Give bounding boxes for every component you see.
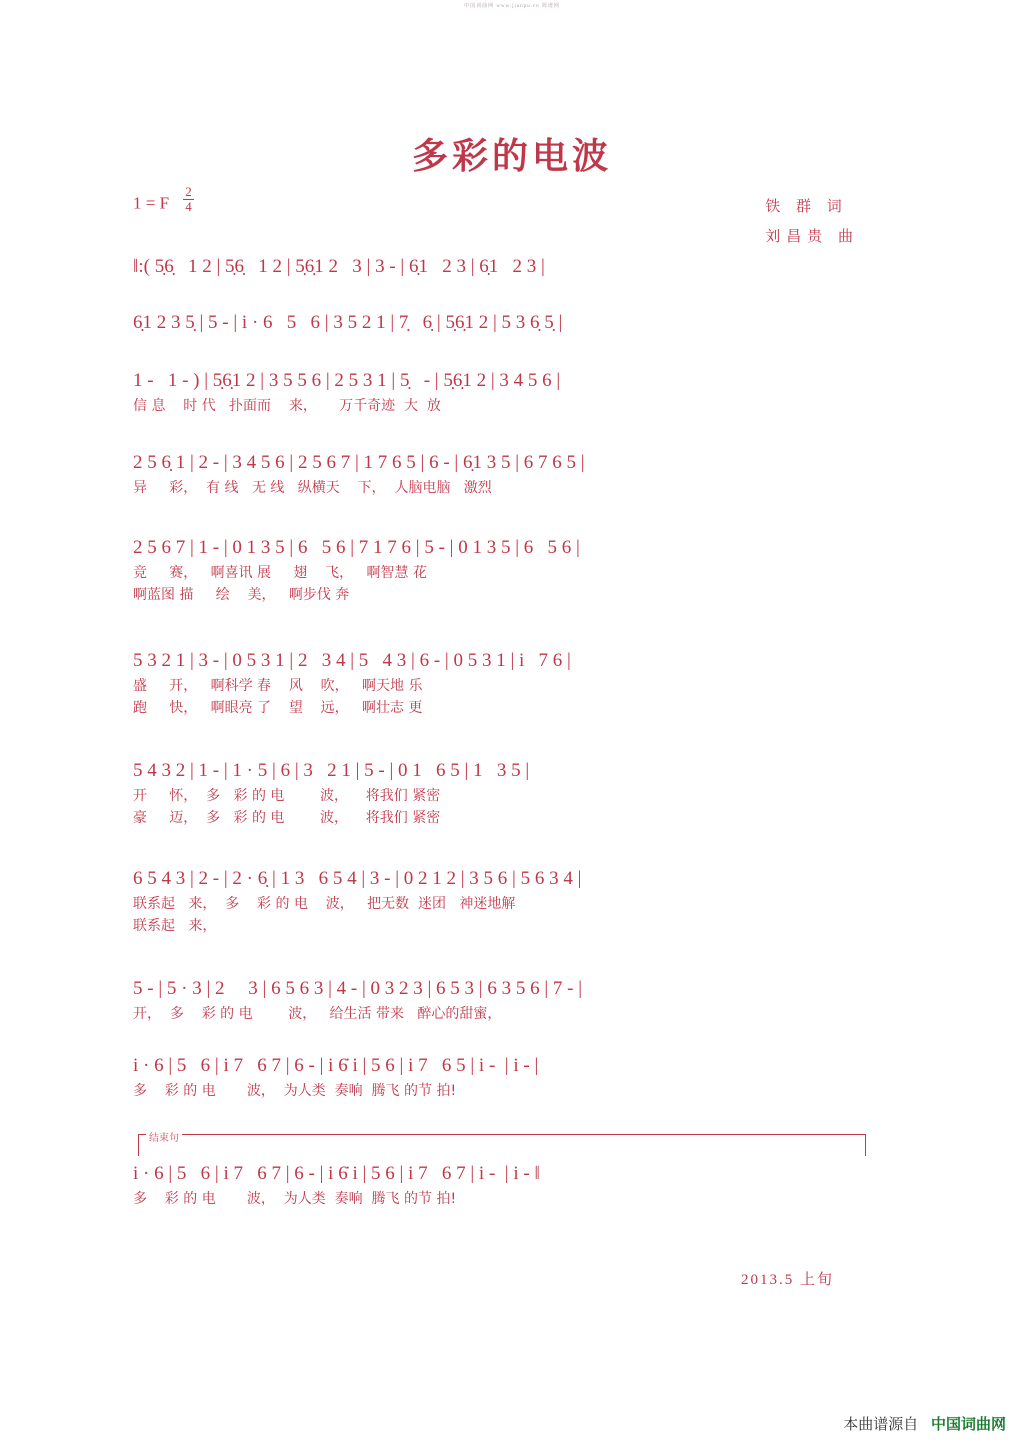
score-line-4 — [133, 452, 873, 498]
score-line-11 — [133, 1163, 873, 1209]
notes-row: 2 5 6 7 | 1 - | 0 1 3 5 | 6 5 6 | 7 1 7 6 | 5 - | 0 1 3 5 | 6 5 6 | — [133, 537, 580, 558]
credits — [765, 192, 859, 252]
notes-row: 5 3 2 1 | 3 - | 0 5 3 1 | 2 3 4 | 5 4 3 | 6 - | 0 5 3 1 | i 7 6 | — [133, 650, 571, 671]
notes-row: 1 - 1 - ) | 5̣6̣1 2 | 3 5 5 6 | 2 5 3 1 | 5̣ - | 5̣6̣1 2 | 3 4 5 6 | — [133, 370, 561, 391]
notes-row: 5 - | 5 · 3 | 2 3 | 6 5 6 3 | 4 - | 0 3 2 3 | 6 5 3 | 6 3 5 6 | 7 - | — [133, 978, 583, 999]
notes-row: 2 5 6̣ 1 | 2 - | 3 4 5 6 | 2 5 6 7 | 1 7 6 5 | 6 - | 6̣1 3 5 | 6 7 6 5 | — [133, 452, 585, 473]
date-stamp: 2013.5 上旬 — [740, 1272, 834, 1288]
score-line-7 — [133, 760, 873, 828]
lyric-row-1: 开 怀， 多 彩 的 电 波， 将我们 紧密 — [133, 788, 441, 804]
lyricist-credit: 铁 群 词 — [765, 199, 848, 215]
key-signature — [133, 185, 194, 214]
footer-text: 本曲谱源自 — [843, 1415, 919, 1433]
score-line-8 — [133, 868, 873, 936]
lyric-row-2: 豪 迈， 多 彩 的 电 波， 将我们 紧密 — [133, 810, 441, 826]
lyric-row-1: 多 彩 的 电 波， 为人类 奏响 腾飞 的节 拍! — [133, 1191, 457, 1207]
lyric-row-1: 联系起 来， 多 彩 的 电 波， 把无数 迷团 神迷地解 — [133, 896, 516, 912]
score-line-10 — [133, 1055, 873, 1101]
lyric-row-1: 竞 赛， 啊喜讯 展 翅 飞， 啊智慧 花 — [133, 565, 427, 581]
time-signature — [183, 185, 194, 213]
score-line-6 — [133, 650, 873, 718]
lyric-row-1: 开， 多 彩 的 电 波， 给生活 带来 醉心的甜蜜， — [133, 1006, 502, 1022]
lyric-row-1: 异 彩， 有 线 无 线 纵横天 下， 人脑电脑 激烈 — [133, 480, 492, 496]
composer-credit: 刘昌贵 曲 — [765, 229, 859, 245]
lyric-row-1: 多 彩 的 电 波， 为人类 奏响 腾飞 的节 拍! — [133, 1083, 457, 1099]
page-title: 多彩的电波 — [411, 135, 612, 177]
top-watermark: 中国词曲网 www.jianpu.cn 简谱网 — [464, 4, 560, 9]
lyric-row-1: 盛 开， 啊科学 春 风 吹， 啊天地 乐 — [133, 678, 423, 694]
notes-row: 6̣1 2 3 5̣ | 5 - | i · 6 5 6 | 3 5 2 1 | 7̣ 6̣ | 5̣6̣1 2 | 5 3 6̣ 5̣ | — [133, 312, 563, 333]
notes-row: i · 6 | 5 6 | i 7 6 7 | 6 - | i 6̇ i | 5 6 | i 7 6 5 | i - | i - | — [133, 1055, 539, 1076]
score-line-3 — [133, 370, 873, 416]
notes-row: i · 6 | 5 6 | i 7 6 7 | 6 - | i 6̇ i | 5 6 | i 7 6 7 | i - | i - ‖ — [133, 1163, 540, 1184]
score-line-1 — [133, 256, 873, 278]
time-signature-numerator: 2 — [185, 184, 192, 199]
lyric-row-2: 啊蓝图 描 绘 美， 啊步伐 奔 — [133, 587, 350, 603]
footer-attribution — [843, 1413, 1006, 1434]
notes-row: 5 4 3 2 | 1 - | 1 · 5 | 6 | 3 2 1 | 5 - | 0 1 6 5 | 1 3 5 | — [133, 760, 530, 781]
lyric-row-2: 联系起 来， — [133, 918, 217, 934]
score-line-2 — [133, 312, 873, 334]
lyric-row-2: 跑 快， 啊眼亮 了 望 远， 啊壮志 更 — [133, 700, 423, 716]
notes-row: ‖:( 5̣6̣ 1 2 | 5̣6̣ 1 2 | 5̣6̣1 2 3 | 3 - | 6̣1 2 3 | 6̣1 2 3 | — [133, 256, 545, 277]
notes-row: 6 5 4 3 | 2 - | 2 · 6̣ | 1 3 6 5 4 | 3 - | 0 2 1 2 | 3 5 6 | 5 6 3 4 | — [133, 868, 582, 889]
score-line-5 — [133, 537, 873, 605]
time-signature-denominator: 4 — [185, 198, 192, 214]
ending-section-label: 结束句 — [146, 1129, 182, 1144]
key-signature-text: 1 = F — [133, 193, 170, 213]
ending-section-bracket — [138, 1134, 866, 1156]
score-line-9 — [133, 978, 873, 1024]
lyric-row-1: 信 息 时 代 扑面而 来， 万千奇迹 大 放 — [133, 398, 441, 414]
footer-brand[interactable]: 中国词曲网 — [930, 1415, 1006, 1433]
